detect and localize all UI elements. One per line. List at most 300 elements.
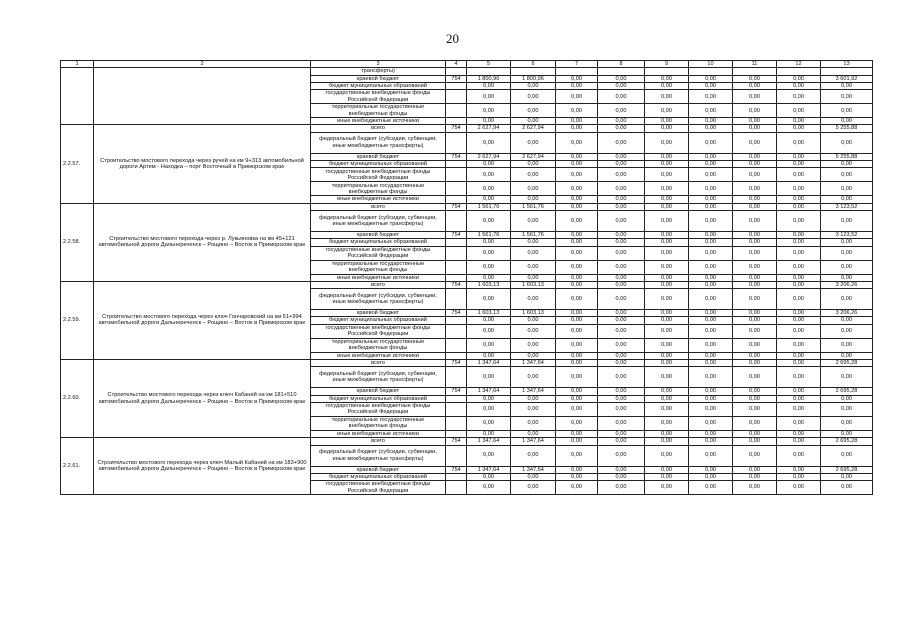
value-cell: 0,00	[777, 75, 821, 82]
value-cell: 0,00	[645, 260, 689, 274]
value-cell: 0,00	[821, 82, 873, 89]
value-cell: 0,00	[598, 125, 645, 132]
value-cell: 0,00	[598, 360, 645, 367]
value-cell: 2 695,28	[821, 360, 873, 367]
value-cell: 0,00	[511, 182, 556, 196]
value-cell: 0,00	[689, 402, 733, 416]
funding-source: государственные внебюджетные фонды Российской Федерации	[311, 324, 446, 338]
value-cell: 0,00	[598, 281, 645, 288]
column-number: 11	[733, 61, 777, 68]
value-cell: 0,00	[556, 90, 598, 104]
value-cell: 0,00	[511, 90, 556, 104]
funding-source: иные внебюджетные источники	[311, 274, 446, 281]
value-cell: 0,00	[689, 90, 733, 104]
value-cell: 0,00	[689, 416, 733, 430]
value-cell: 0,00	[511, 430, 556, 437]
value-cell: 0,00	[689, 196, 733, 203]
column-number: 10	[689, 61, 733, 68]
value-cell: 0,00	[645, 402, 689, 416]
value-cell: 0,00	[689, 153, 733, 160]
value-cell: 0,00	[598, 203, 645, 210]
funding-source: территориальные государственные внебюджетные фонды	[311, 104, 446, 118]
funding-source: иные внебюджетные источники	[311, 196, 446, 203]
value-cell: 0,00	[556, 395, 598, 402]
value-cell: 0,00	[511, 161, 556, 168]
value-cell: 0,00	[511, 395, 556, 402]
value-cell: 0,00	[777, 388, 821, 395]
value-cell: 0,00	[511, 473, 556, 480]
value-cell: 0,00	[777, 82, 821, 89]
value-cell: 0,00	[511, 317, 556, 324]
value-cell: 0,00	[645, 438, 689, 445]
value-cell: 0,00	[556, 82, 598, 89]
funding-source: территориальные государственные внебюджетные фонды	[311, 416, 446, 430]
value-cell: 0,00	[689, 260, 733, 274]
value-cell: 1 347,64	[467, 388, 511, 395]
section-number: 2.2.60.	[61, 360, 94, 438]
value-cell: 0,00	[689, 310, 733, 317]
value-cell: 0,00	[777, 438, 821, 445]
value-cell: 0,00	[733, 430, 777, 437]
value-cell: 0,00	[821, 317, 873, 324]
section-number: 2.2.61.	[61, 438, 94, 495]
value-cell: 0,00	[821, 210, 873, 231]
budget-code	[446, 338, 467, 352]
value-cell: 0,00	[689, 445, 733, 466]
value-cell: 0,00	[511, 82, 556, 89]
value-cell: 0,00	[733, 416, 777, 430]
funding-source: краевой бюджет	[311, 231, 446, 238]
value-cell: 0,00	[467, 168, 511, 182]
value-cell: 0,00	[733, 246, 777, 260]
value-cell: 0,00	[689, 481, 733, 495]
value-cell: 0,00	[689, 132, 733, 153]
value-cell: 0,00	[645, 466, 689, 473]
value-cell: 3 123,52	[821, 231, 873, 238]
value-cell: 3 123,52	[821, 203, 873, 210]
value-cell: 0,00	[467, 430, 511, 437]
value-cell: 0,00	[733, 481, 777, 495]
value-cell: 0,00	[821, 416, 873, 430]
table-row	[61, 438, 873, 445]
value-cell: 1 561,76	[467, 203, 511, 210]
funding-source: бюджет муниципальных образований	[311, 161, 446, 168]
value-cell: 0,00	[733, 260, 777, 274]
value-cell: 0,00	[511, 352, 556, 359]
value-cell	[556, 68, 598, 75]
value-cell: 0,00	[598, 324, 645, 338]
value-cell	[733, 68, 777, 75]
value-cell: 0,00	[689, 246, 733, 260]
section-number: 2.2.58.	[61, 203, 94, 281]
value-cell: 0,00	[733, 168, 777, 182]
value-cell: 0,00	[467, 104, 511, 118]
value-cell: 0,00	[821, 246, 873, 260]
value-cell: 0,00	[598, 210, 645, 231]
value-cell: 0,00	[556, 210, 598, 231]
budget-code: 754	[446, 281, 467, 288]
value-cell: 0,00	[689, 352, 733, 359]
funding-source: государственные внебюджетные фонды Российской Федерации	[311, 168, 446, 182]
value-cell: 0,00	[645, 104, 689, 118]
value-cell: 3 206,26	[821, 310, 873, 317]
funding-source: государственные внебюджетные фонды Российской Федерации	[311, 90, 446, 104]
value-cell: 0,00	[689, 388, 733, 395]
value-cell: 0,00	[467, 82, 511, 89]
value-cell: 0,00	[821, 473, 873, 480]
column-number: 6	[511, 61, 556, 68]
value-cell: 0,00	[777, 168, 821, 182]
section-number	[61, 68, 94, 125]
value-cell: 0,00	[467, 338, 511, 352]
value-cell: 0,00	[511, 104, 556, 118]
value-cell: 0,00	[598, 416, 645, 430]
funding-source: всего	[311, 360, 446, 367]
value-cell: 0,00	[645, 473, 689, 480]
column-number: 12	[777, 61, 821, 68]
value-cell: 0,00	[689, 360, 733, 367]
value-cell: 0,00	[733, 161, 777, 168]
budget-code	[446, 274, 467, 281]
funding-source: краевой бюджет	[311, 75, 446, 82]
value-cell: 1 347,64	[467, 438, 511, 445]
funding-source: федеральный бюджет (субсидии, субвенции, иные межбюджетные трансферты)	[311, 367, 446, 388]
value-cell	[598, 68, 645, 75]
value-cell: 0,00	[556, 231, 598, 238]
value-cell	[689, 68, 733, 75]
value-cell: 0,00	[645, 416, 689, 430]
value-cell: 0,00	[645, 395, 689, 402]
value-cell: 0,00	[733, 438, 777, 445]
value-cell: 0,00	[689, 395, 733, 402]
value-cell: 0,00	[821, 395, 873, 402]
budget-code	[446, 104, 467, 118]
table-row	[61, 68, 873, 75]
value-cell: 0,00	[556, 473, 598, 480]
value-cell: 0,00	[645, 132, 689, 153]
column-number: 8	[598, 61, 645, 68]
value-cell: 0,00	[733, 310, 777, 317]
value-cell: 0,00	[777, 481, 821, 495]
value-cell: 0,00	[689, 281, 733, 288]
value-cell: 0,00	[598, 75, 645, 82]
budget-code	[446, 168, 467, 182]
value-cell: 0,00	[689, 430, 733, 437]
budget-code	[446, 132, 467, 153]
value-cell: 0,00	[733, 231, 777, 238]
value-cell: 0,00	[733, 281, 777, 288]
value-cell: 0,00	[598, 132, 645, 153]
value-cell: 0,00	[556, 438, 598, 445]
value-cell: 0,00	[689, 118, 733, 125]
value-cell: 0,00	[556, 260, 598, 274]
value-cell: 0,00	[556, 239, 598, 246]
budget-code	[446, 82, 467, 89]
value-cell: 0,00	[598, 430, 645, 437]
column-number: 13	[821, 61, 873, 68]
funding-source: федеральный бюджет (субсидии, субвенции, иные межбюджетные трансферты)	[311, 210, 446, 231]
value-cell: 0,00	[511, 445, 556, 466]
value-cell: 0,00	[777, 445, 821, 466]
budget-code	[446, 210, 467, 231]
table-row	[61, 203, 873, 210]
object-name	[94, 68, 311, 125]
budget-code: 754	[446, 203, 467, 210]
value-cell: 2 627,94	[467, 125, 511, 132]
value-cell: 0,00	[689, 338, 733, 352]
value-cell: 0,00	[689, 438, 733, 445]
value-cell: 0,00	[733, 466, 777, 473]
value-cell: 0,00	[821, 260, 873, 274]
value-cell: 0,00	[598, 196, 645, 203]
value-cell: 0,00	[598, 118, 645, 125]
funding-source: территориальные государственные внебюджетные фонды	[311, 338, 446, 352]
value-cell: 2 695,28	[821, 438, 873, 445]
value-cell: 1 347,64	[511, 466, 556, 473]
value-cell: 0,00	[598, 388, 645, 395]
value-cell: 0,00	[467, 481, 511, 495]
value-cell: 0,00	[556, 317, 598, 324]
funding-source: всего	[311, 203, 446, 210]
value-cell: 0,00	[598, 153, 645, 160]
column-number-row	[61, 61, 873, 68]
value-cell: 0,00	[645, 289, 689, 310]
value-cell: 3 206,26	[821, 281, 873, 288]
value-cell: 0,00	[556, 246, 598, 260]
value-cell: 0,00	[733, 338, 777, 352]
budget-code	[446, 196, 467, 203]
funding-source: государственные внебюджетные фонды Российской Федерации	[311, 246, 446, 260]
value-cell: 0,00	[689, 82, 733, 89]
value-cell: 0,00	[511, 246, 556, 260]
funding-source: всего	[311, 438, 446, 445]
value-cell: 0,00	[467, 402, 511, 416]
value-cell: 0,00	[821, 132, 873, 153]
value-cell: 0,00	[777, 473, 821, 480]
value-cell: 0,00	[645, 168, 689, 182]
value-cell: 0,00	[777, 289, 821, 310]
value-cell: 0,00	[598, 402, 645, 416]
section-number: 2.2.59.	[61, 281, 94, 359]
value-cell: 1 347,64	[511, 388, 556, 395]
funding-source: государственные внебюджетные фонды Российской Федерации	[311, 481, 446, 495]
value-cell: 0,00	[733, 239, 777, 246]
value-cell: 0,00	[467, 132, 511, 153]
budget-code: 754	[446, 360, 467, 367]
value-cell: 3 601,92	[821, 75, 873, 82]
funding-source: территориальные государственные внебюджетные фонды	[311, 260, 446, 274]
value-cell: 0,00	[598, 246, 645, 260]
value-cell: 0,00	[821, 352, 873, 359]
value-cell: 0,00	[511, 239, 556, 246]
value-cell: 0,00	[733, 352, 777, 359]
value-cell: 2 695,28	[821, 388, 873, 395]
value-cell: 2 627,94	[467, 153, 511, 160]
value-cell: 0,00	[777, 196, 821, 203]
value-cell: 0,00	[645, 182, 689, 196]
funding-source: всего	[311, 281, 446, 288]
value-cell: 0,00	[689, 473, 733, 480]
budget-code: 754	[446, 75, 467, 82]
value-cell: 0,00	[645, 90, 689, 104]
column-number: 2	[94, 61, 311, 68]
value-cell: 0,00	[467, 416, 511, 430]
value-cell: 0,00	[821, 289, 873, 310]
value-cell	[821, 68, 873, 75]
value-cell: 0,00	[733, 75, 777, 82]
value-cell: 0,00	[821, 324, 873, 338]
budget-code	[446, 324, 467, 338]
value-cell: 0,00	[598, 473, 645, 480]
funding-source: краевой бюджет	[311, 310, 446, 317]
column-number: 4	[446, 61, 467, 68]
value-cell: 0,00	[777, 125, 821, 132]
value-cell: 0,00	[598, 352, 645, 359]
value-cell: 0,00	[556, 324, 598, 338]
value-cell: 0,00	[511, 481, 556, 495]
budget-code	[446, 430, 467, 437]
value-cell: 0,00	[777, 260, 821, 274]
value-cell: 0,00	[511, 118, 556, 125]
value-cell: 0,00	[777, 210, 821, 231]
value-cell: 0,00	[777, 416, 821, 430]
value-cell: 0,00	[598, 466, 645, 473]
value-cell: 0,00	[645, 388, 689, 395]
budget-code	[446, 317, 467, 324]
value-cell: 0,00	[733, 82, 777, 89]
value-cell: 0,00	[821, 274, 873, 281]
value-cell: 0,00	[645, 75, 689, 82]
value-cell	[467, 68, 511, 75]
value-cell: 0,00	[777, 367, 821, 388]
object-name: Строительство мостового перехода через ключ Гончаровский на км 51+994 автомобильной дороги Дальнереченск – Рощино – Восток в Приморском крае	[94, 281, 311, 359]
value-cell: 0,00	[645, 324, 689, 338]
value-cell: 0,00	[598, 317, 645, 324]
value-cell: 0,00	[733, 153, 777, 160]
value-cell: 0,00	[556, 430, 598, 437]
budget-code	[446, 68, 467, 75]
value-cell: 0,00	[777, 239, 821, 246]
funding-source: краевой бюджет	[311, 153, 446, 160]
value-cell: 0,00	[689, 203, 733, 210]
value-cell: 0,00	[689, 168, 733, 182]
value-cell: 0,00	[777, 203, 821, 210]
value-cell: 0,00	[821, 430, 873, 437]
budget-code	[446, 402, 467, 416]
value-cell: 0,00	[645, 82, 689, 89]
value-cell: 0,00	[556, 416, 598, 430]
funding-source: федеральный бюджет (субсидии, субвенции, иные межбюджетные трансферты)	[311, 445, 446, 466]
value-cell: 0,00	[733, 90, 777, 104]
value-cell: 0,00	[733, 274, 777, 281]
value-cell: 0,00	[689, 125, 733, 132]
value-cell: 0,00	[598, 168, 645, 182]
value-cell: 0,00	[645, 161, 689, 168]
value-cell: 0,00	[467, 274, 511, 281]
value-cell: 0,00	[467, 395, 511, 402]
value-cell: 0,00	[511, 132, 556, 153]
value-cell: 0,00	[467, 289, 511, 310]
value-cell: 0,00	[645, 360, 689, 367]
value-cell: 0,00	[645, 317, 689, 324]
value-cell: 0,00	[645, 352, 689, 359]
budget-code: 754	[446, 310, 467, 317]
value-cell: 0,00	[777, 281, 821, 288]
value-cell: 0,00	[598, 289, 645, 310]
value-cell: 1 561,76	[467, 231, 511, 238]
value-cell: 0,00	[556, 203, 598, 210]
budget-code	[446, 289, 467, 310]
value-cell: 0,00	[821, 445, 873, 466]
value-cell: 0,00	[598, 231, 645, 238]
value-cell: 0,00	[821, 161, 873, 168]
value-cell: 0,00	[733, 402, 777, 416]
funding-source: иные внебюджетные источники	[311, 118, 446, 125]
value-cell: 0,00	[777, 231, 821, 238]
funding-source: краевой бюджет	[311, 388, 446, 395]
value-cell: 0,00	[598, 104, 645, 118]
funding-source: бюджет муниципальных образований	[311, 395, 446, 402]
value-cell: 0,00	[556, 274, 598, 281]
value-cell: 0,00	[821, 168, 873, 182]
value-cell: 0,00	[556, 125, 598, 132]
budget-table	[60, 60, 873, 495]
value-cell: 0,00	[645, 310, 689, 317]
column-number: 9	[645, 61, 689, 68]
value-cell: 1 603,13	[511, 281, 556, 288]
value-cell: 0,00	[689, 324, 733, 338]
value-cell: 0,00	[733, 182, 777, 196]
value-cell: 1 603,13	[511, 310, 556, 317]
value-cell: 0,00	[777, 161, 821, 168]
value-cell: 0,00	[733, 210, 777, 231]
budget-code	[446, 481, 467, 495]
value-cell: 0,00	[645, 281, 689, 288]
value-cell: 1 561,76	[511, 231, 556, 238]
value-cell: 0,00	[689, 104, 733, 118]
object-name: Строительство мостового перехода через ключ Кабаний на км 181+510 автомобильной дороги Дальнереченск – Рощино – Восток в Приморском крае	[94, 360, 311, 438]
budget-code	[446, 161, 467, 168]
value-cell: 0,00	[733, 289, 777, 310]
value-cell: 1 800,96	[511, 75, 556, 82]
value-cell: 0,00	[598, 274, 645, 281]
value-cell: 0,00	[598, 182, 645, 196]
value-cell: 0,00	[733, 125, 777, 132]
column-number: 5	[467, 61, 511, 68]
value-cell: 0,00	[645, 231, 689, 238]
value-cell: 0,00	[556, 289, 598, 310]
object-name: Строительство мостового перехода через ручей на км 9+313 автомобильной дороги Артем - Находка – порт Восточный в Приморском крае	[94, 125, 311, 203]
funding-source: иные внебюджетные источники	[311, 352, 446, 359]
value-cell: 0,00	[645, 274, 689, 281]
table-body	[61, 61, 873, 495]
value-cell: 0,00	[645, 246, 689, 260]
value-cell: 1 347,64	[511, 438, 556, 445]
value-cell: 0,00	[689, 210, 733, 231]
funding-source: бюджет муниципальных образований	[311, 317, 446, 324]
value-cell: 0,00	[777, 402, 821, 416]
value-cell: 0,00	[511, 196, 556, 203]
value-cell: 0,00	[598, 445, 645, 466]
value-cell: 1 347,64	[511, 360, 556, 367]
value-cell: 0,00	[689, 75, 733, 82]
value-cell: 0,00	[556, 445, 598, 466]
value-cell: 0,00	[733, 395, 777, 402]
value-cell: 0,00	[511, 402, 556, 416]
value-cell: 0,00	[511, 274, 556, 281]
value-cell: 0,00	[645, 338, 689, 352]
value-cell: 0,00	[467, 118, 511, 125]
